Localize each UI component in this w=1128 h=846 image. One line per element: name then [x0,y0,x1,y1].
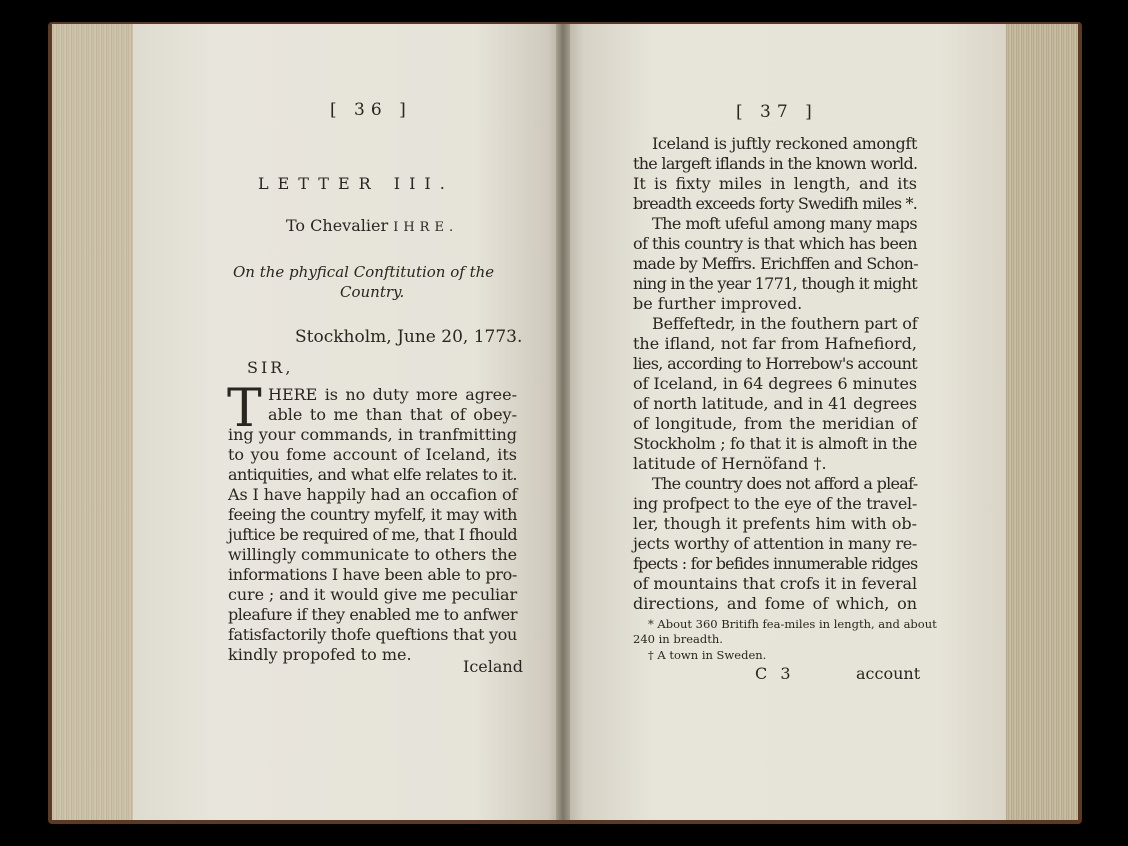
body-line: ing profpect to the eye of the travel- [633,494,917,513]
body-line: of longitude, from the meridian of [633,414,917,433]
subtitle-line-1: On the phyfical Conftitution of the [233,263,495,281]
body-line: kindly propofed to me. [228,645,412,664]
body-line: The country does not afford a pleaf- [652,474,918,493]
body-line: Stockholm ; fo that it is almoft in the [633,434,917,453]
body-line: lies, according to Horrebow's account [633,354,918,373]
left-page-number: [ 36 ] [330,100,412,120]
signature-mark: C 3 [755,664,795,683]
dateline: Stockholm, June 20, 1773. [295,327,523,347]
subtitle-line-2: Country. [340,283,405,301]
footnote-1-line-2: 240 in breadth. [633,632,723,646]
body-line: jects worthy of attention in many re- [633,534,917,553]
body-line: HERE is no duty more agree- [268,385,517,404]
footnote-2: † A town in Sweden. [648,648,767,662]
body-line: latitude of Hernöfand †. [633,454,827,473]
body-line: to you fome account of Iceland, its [228,445,517,464]
right-page-edges [1002,24,1078,820]
body-line: As I have happily had an occafion of [228,485,518,504]
body-line: pleafure if they enabled me to anfwer [228,605,518,624]
body-line: of this country is that which has been [633,234,917,253]
body-line: directions, and fome of which, on [633,594,917,613]
addressee-prefix: To Chevalier [286,216,389,235]
body-line: juftice be required of me, that I fhould [228,525,517,544]
body-line: antiquities, and what elfe relates to it. [228,465,517,484]
body-line: be further improved. [633,294,803,313]
body-line: of Iceland, in 64 degrees 6 minutes [633,374,918,393]
addressee [286,216,458,238]
body-line: the ifland, not far from Hafnefiord, [633,334,917,353]
right-page-number: [ 37 ] [736,102,818,122]
right-catchword: account [856,664,921,683]
body-line: ler, though it prefents him with ob- [633,514,917,533]
footnote-1-line-1: * About 360 Britifh fea-miles in length, and about [648,617,937,631]
body-line: made by Meffrs. Erichffen and Schon- [633,254,918,273]
addressee-name: IHRE. [393,220,459,235]
body-line: cure ; and it would give me peculiar [228,585,518,604]
body-line: Iceland is juftly reckoned amongft [652,134,918,153]
drop-cap: T [227,379,262,439]
left-page-edges [52,24,136,820]
body-line: breadth exceeds forty Swedifh miles *. [633,194,918,213]
body-line: fpects : for befides innumerable ridges [633,554,918,573]
letter-heading: LETTER III. [258,174,454,193]
body-line: feeing the country myfelf, it may with [228,505,518,524]
body-line: The moft ufeful among many maps [652,214,917,233]
body-line: of north latitude, and in 41 degrees [633,394,917,413]
body-line: ning in the year 1771, though it might [633,274,917,293]
body-line: ing your commands, in tranfmitting [228,425,518,444]
body-line: willingly communicate to others the [228,545,518,564]
book-gutter [556,24,570,820]
left-catchword: Iceland [463,657,523,676]
body-line: informations I have been able to pro- [228,565,518,584]
body-line: Beffeftedr, in the fouthern part of [652,314,918,333]
body-line: of mountains that crofs it in feveral [633,574,917,593]
body-line: the largeft iflands in the known world. [633,154,918,173]
body-line: able to me than that of obey- [268,405,517,424]
body-line: fatisfactorily thofe queftions that you [228,625,517,644]
body-line: It is fixty miles in length, and its [633,174,917,193]
salutation: SIR, [247,358,294,377]
